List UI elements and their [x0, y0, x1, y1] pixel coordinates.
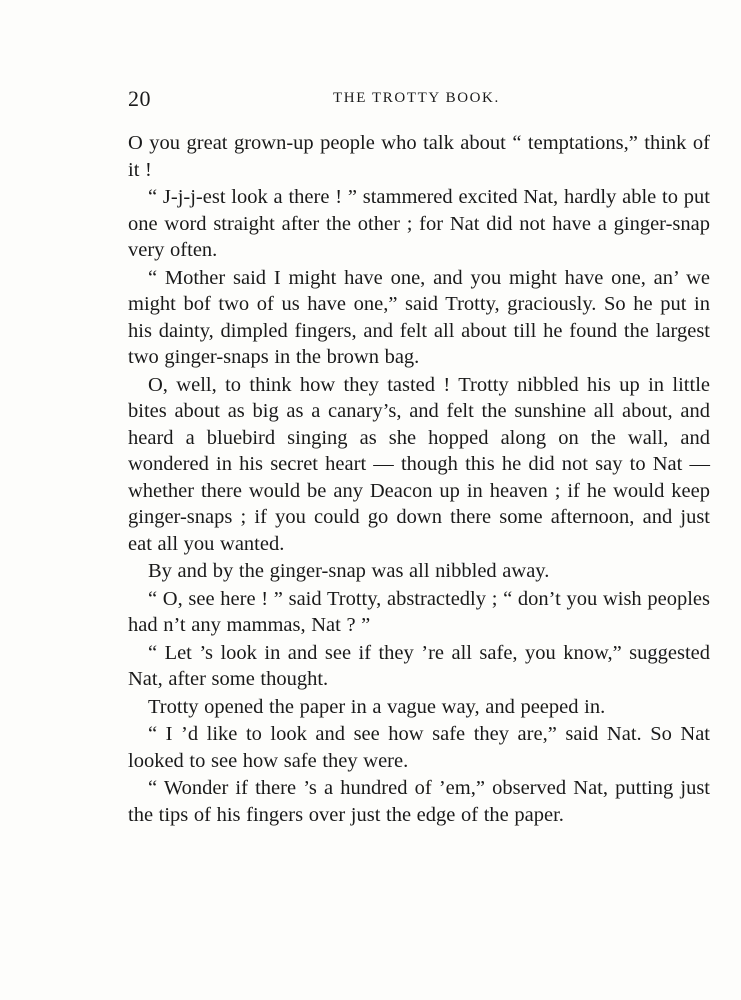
paragraph: “ Let ’s look in and see if they ’re all safe, you know,” suggested Nat, after some thought. [128, 641, 710, 690]
paragraph: “ Wonder if there ’s a hundred of ’em,” observed Nat, putting just the tips of his fingers over just the edge of the paper. [128, 777, 710, 826]
paragraph: O you great grown-up people who talk about “ temptations,” think of it ! [128, 132, 710, 181]
paragraph: “ Mother said I might have one, and you might have one, an’ we might bof two of us have one,” said Trotty, graciously. So he put in his dainty, dimpled fingers, and felt all about till he found the largest two ginger-snaps in the brown bag. [128, 266, 710, 368]
page-header [128, 86, 710, 116]
paragraph: “ O, see here ! ” said Trotty, abstractedly ; “ don’t you wish peoples had n’t any mammas, Nat ? ” [128, 587, 710, 636]
page-number: 20 [128, 86, 151, 111]
paragraph: “ I ’d like to look and see how safe they are,” said Nat. So Nat looked to see how safe they were. [128, 723, 710, 772]
paragraph: O, well, to think how they tasted ! Trotty nibbled his up in little bites about as big as a canary’s, and felt the sunshine all about, and heard a bluebird singing as she hopped along on the wall, and wondered in his secret heart — though this he did not say to Nat — whether there would be any Deacon up in heaven ; if he would keep ginger-snaps ; if you could go down there some afternoon, and just eat all you wanted. [128, 373, 710, 555]
body-text [128, 130, 710, 829]
running-title: THE TROTTY BOOK. [333, 90, 500, 106]
paragraph: Trotty opened the paper in a vague way, and peeped in. [148, 695, 606, 718]
paragraph: “ J-j-j-est look a there ! ” stammered excited Nat, hardly able to put one word straight after the other ; for Nat did not have a ginger-snap very often. [128, 186, 710, 261]
paragraph: By and by the ginger-snap was all nibbled away. [148, 560, 550, 582]
